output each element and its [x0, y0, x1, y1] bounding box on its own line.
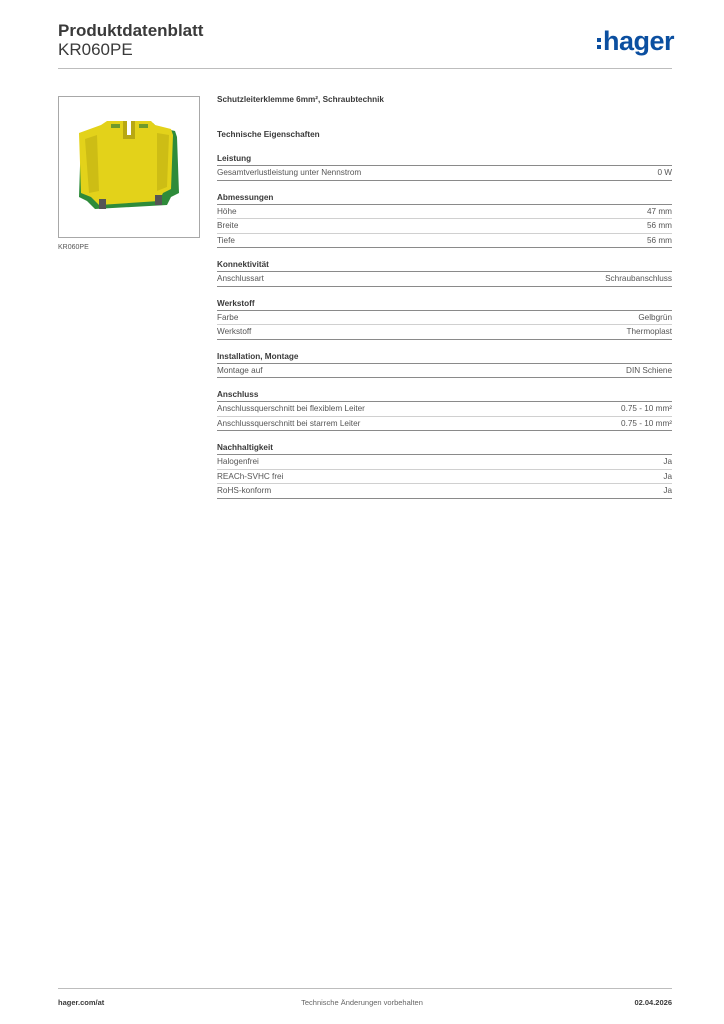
spec-label: Montage auf [217, 365, 263, 375]
header-divider [58, 68, 672, 69]
spec-row [217, 417, 672, 432]
spec-value: Ja [663, 471, 672, 481]
group-title: Konnektivität [217, 260, 672, 272]
spec-row [217, 219, 672, 234]
spec-label: REACh-SVHC frei [217, 471, 284, 481]
spec-label: RoHS-konform [217, 486, 272, 495]
spec-row [217, 364, 672, 379]
product-description: Schutzleiterklemme 6mm², Schraubtechnik [217, 95, 384, 104]
hager-logo [597, 28, 674, 55]
spec-value: Thermoplast [626, 327, 672, 336]
footer-divider [58, 988, 672, 989]
spec-value: 56 mm [646, 235, 672, 245]
spec-row [217, 470, 672, 485]
spec-group-abmessungen [217, 193, 672, 249]
footer-date: 02.04.2026 [634, 998, 672, 1007]
group-title: Installation, Montage [217, 352, 672, 364]
spec-label: Höhe [217, 206, 237, 216]
spec-row [217, 272, 672, 287]
spec-row [217, 484, 672, 499]
spec-value: 56 mm [646, 221, 672, 230]
spec-label: Farbe [217, 312, 239, 322]
footer-note: Technische Änderungen vorbehalten [301, 998, 423, 1007]
group-title: Anschluss [217, 390, 672, 402]
section-title: Technische Eigenschaften [217, 130, 320, 139]
spec-value: 0 W [657, 168, 672, 177]
spec-row [217, 455, 672, 470]
spec-group-konnektivitaet [217, 260, 672, 287]
spec-label: Anschlussquerschnitt bei starrem Leiter [217, 418, 361, 428]
page-title: Produktdatenblatt [58, 21, 204, 40]
spec-value: 0.75 - 10 mm² [621, 418, 672, 428]
spec-value: Gelbgrün [638, 312, 672, 322]
spec-group-werkstoff [217, 299, 672, 340]
spec-label: Breite [217, 221, 239, 230]
spec-group-nachhaltigkeit [217, 443, 672, 499]
spec-row [217, 311, 672, 326]
image-caption: KR060PE [58, 244, 89, 251]
spec-group-leistung [217, 154, 672, 181]
product-code: KR060PE [58, 40, 133, 59]
spec-row [217, 205, 672, 220]
logo-dots-icon [597, 38, 601, 49]
spec-row [217, 402, 672, 417]
footer-website-link[interactable]: hager.com/at [58, 998, 105, 1007]
spec-row [217, 234, 672, 249]
spec-group-installation [217, 352, 672, 379]
terminal-block-icon [59, 97, 199, 237]
spec-label: Tiefe [217, 235, 235, 245]
spec-label: Werkstoff [217, 327, 252, 336]
spec-label: Anschlussquerschnitt bei flexiblem Leiter [217, 404, 365, 413]
spec-label: Gesamtverlustleistung unter Nennstrom [217, 168, 362, 177]
spec-value: DIN Schiene [626, 365, 672, 375]
spec-row [217, 325, 672, 340]
group-title: Werkstoff [217, 299, 672, 311]
spec-label: Halogenfrei [217, 457, 259, 466]
spec-value: Ja [663, 486, 672, 495]
logo-text: hager [602, 26, 674, 56]
group-title: Nachhaltigkeit [217, 443, 672, 455]
spec-value: 47 mm [646, 206, 672, 216]
spec-value: 0.75 - 10 mm² [621, 404, 672, 413]
spec-value: Ja [663, 457, 672, 466]
group-title: Leistung [217, 154, 672, 166]
product-image [58, 96, 200, 238]
specifications [217, 95, 672, 499]
group-title: Abmessungen [217, 193, 672, 205]
spec-label: Anschlussart [217, 274, 264, 283]
spec-row [217, 166, 672, 181]
spec-value: Schraubanschluss [605, 274, 672, 283]
spec-group-anschluss [217, 390, 672, 431]
